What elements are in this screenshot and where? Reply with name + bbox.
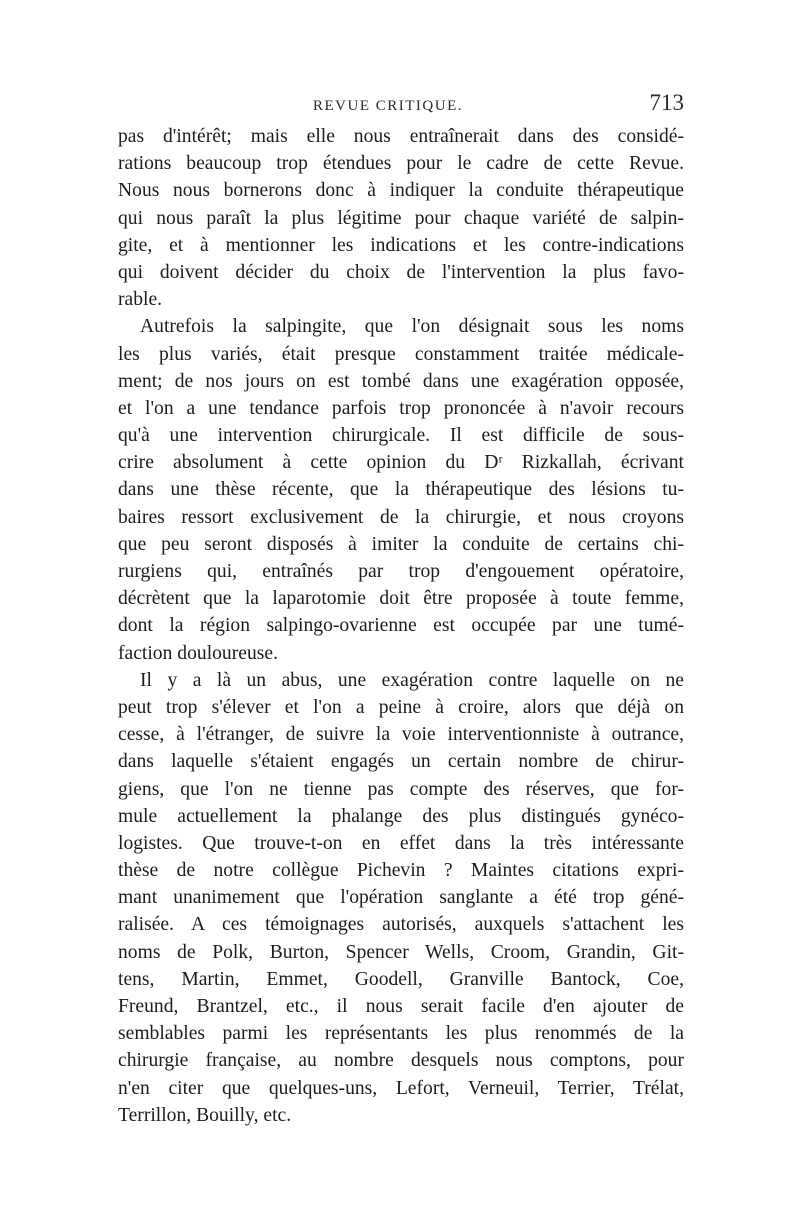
text-line: rations beaucoup trop étendues pour le cadre de cette Revue. (118, 153, 684, 175)
text-line: peut trop s'élever et l'on a peine à croire, alors que déjà on (118, 696, 684, 718)
page-header (118, 92, 684, 122)
text-line: rable. (118, 289, 163, 311)
text-line: Terrillon, Bouilly, etc. (118, 1104, 292, 1126)
paragraph-2 (118, 313, 684, 666)
text-line: dont la région salpingo-ovarienne est occupée par une tumé- (118, 615, 684, 637)
text-line: ment; de nos jours on est tombé dans une exagération opposée, (118, 370, 684, 392)
text-line: noms de Polk, Burton, Spencer Wells, Croom, Grandin, Git- (118, 941, 684, 963)
text-line: ralisée. A ces témoignages autorisés, auxquels s'attachent les (118, 914, 684, 936)
text-line: n'en citer que quelques-uns, Lefort, Verneuil, Terrier, Trélat, (118, 1077, 684, 1099)
text-line: Freund, Brantzel, etc., il nous serait facile d'en ajouter de (118, 996, 684, 1017)
text-line: gite, et à mentionner les indications et les contre-indications (118, 234, 684, 256)
text-line: dans laquelle s'étaient engagés un certain nombre de chirur- (118, 751, 684, 773)
running-title: REVUE CRITIQUE. (313, 98, 463, 114)
text-line: semblables parmi les représentants les plus renommés de la (118, 1023, 684, 1045)
text-line: mule actuellement la phalange des plus distingués gynéco- (118, 805, 684, 827)
text-line: Nous nous bornerons donc à indiquer la conduite thérapeutique (118, 180, 684, 202)
text-line: Il y a là un abus, une exagération contre laquelle on ne (140, 669, 684, 691)
text-line: qui doivent décider du choix de l'intervention la plus favo- (118, 261, 684, 283)
text-line: mant unanimement que l'opération sanglante a été trop géné- (118, 887, 684, 909)
paragraph-3 (118, 667, 684, 1129)
text-line: faction douloureuse. (118, 642, 278, 664)
text-line: thèse de notre collègue Pichevin ? Maintes citations expri- (118, 860, 684, 882)
text-line: chirurgie française, au nombre desquels nous comptons, pour (118, 1050, 684, 1072)
text-line: les plus variés, était presque constamment traitée médicale- (118, 343, 684, 365)
text-line: qu'à une intervention chirurgicale. Il est difficile de sous- (118, 425, 684, 447)
text-line: pas d'intérêt; mais elle nous entraînerait dans des considé- (118, 126, 684, 147)
text-line: que peu seront disposés à imiter la conduite de certains chi- (118, 533, 684, 555)
text-line: dans une thèse récente, que la thérapeutique des lésions tu- (118, 479, 684, 501)
text-line: giens, que l'on ne tienne pas compte des réserves, que for- (118, 778, 684, 800)
body-text (118, 123, 684, 1129)
page-number: 713 (649, 90, 684, 115)
text-line: crire absolument à cette opinion du Dʳ Rizkallah, écrivant (118, 452, 684, 474)
text-line: cesse, à l'étranger, de suivre la voie interventionniste à outrance, (118, 724, 684, 746)
text-line: logistes. Que trouve-t-on en effet dans la très intéressante (118, 832, 684, 854)
text-line: baires ressort exclusivement de la chirurgie, et nous croyons (118, 506, 684, 528)
paragraph-1 (118, 123, 684, 313)
text-line: tens, Martin, Emmet, Goodell, Granville Bantock, Coe, (118, 968, 684, 990)
text-line: Autrefois la salpingite, que l'on désignait sous les noms (140, 316, 684, 338)
text-line: qui nous paraît la plus légitime pour chaque variété de salpin- (118, 207, 684, 229)
text-line: et l'on a une tendance parfois trop prononcée à n'avoir recours (118, 397, 684, 419)
text-line: décrètent que la laparotomie doit être proposée à toute femme, (118, 588, 684, 610)
text-line: rurgiens qui, entraînés par trop d'engouement opératoire, (118, 561, 684, 582)
